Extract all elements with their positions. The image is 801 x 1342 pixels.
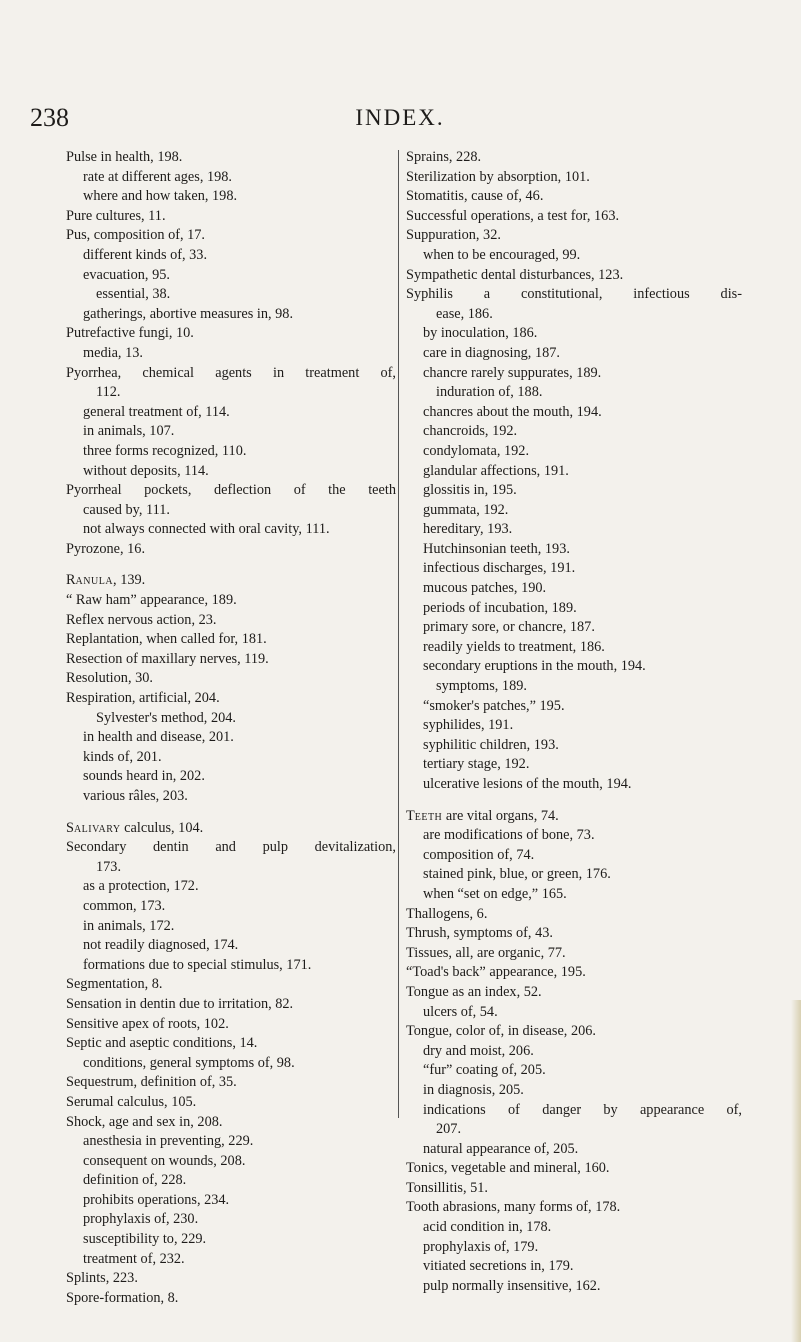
index-entry: Tongue as an index, 52. <box>406 983 542 1000</box>
index-entry: without deposits, 114. <box>83 462 209 479</box>
index-entry: Successful operations, a test for, 163. <box>406 207 620 224</box>
index-entry: primary sore, or chancre, 187. <box>423 619 595 636</box>
index-entry: Ranula, 139. <box>66 572 146 589</box>
index-entry: Resection of maxillary nerves, 119. <box>66 650 269 667</box>
index-entry: glossitis in, 195. <box>423 482 517 499</box>
index-entry: Sprains, 228. <box>406 149 482 165</box>
index-entry: when to be encouraged, 99. <box>423 246 581 263</box>
index-entry: indications of danger by appearance of, <box>423 1101 742 1118</box>
index-entry: Thrush, symptoms of, 43. <box>406 925 553 942</box>
index-entry: ease, 186. <box>436 305 493 322</box>
index-entry: Serumal calculus, 105. <box>66 1093 197 1110</box>
index-entry: hereditary, 193. <box>423 521 513 538</box>
index-entry: formations due to special stimulus, 171. <box>83 956 312 973</box>
index-entry: Pus, composition of, 17. <box>66 227 206 244</box>
index-column-right <box>406 148 742 1296</box>
index-entry: infectious discharges, 191. <box>423 560 576 577</box>
index-entry: common, 173. <box>83 897 166 914</box>
index-entry: in diagnosis, 205. <box>423 1081 524 1098</box>
index-entry: by inoculation, 186. <box>423 325 538 342</box>
index-entry: where and how taken, 198. <box>83 188 238 205</box>
index-entry: definition of, 228. <box>83 1172 187 1189</box>
index-entry: 207. <box>436 1121 462 1138</box>
index-column-left <box>66 148 396 1308</box>
index-entry: caused by, 111. <box>83 501 170 518</box>
index-entry: kinds of, 201. <box>83 748 162 765</box>
index-entry: Septic and aseptic conditions, 14. <box>66 1035 258 1052</box>
index-entry: Teeth are vital organs, 74. <box>406 807 559 824</box>
index-entry: Tonsillitis, 51. <box>406 1179 489 1196</box>
index-entry: Secondary dentin and pulp devitalization, <box>66 839 396 856</box>
index-entry: 112. <box>96 384 121 401</box>
index-entry: tertiary stage, 192. <box>423 756 530 773</box>
index-entry: Segmentation, 8. <box>66 976 163 993</box>
index-entry: evacuation, 95. <box>83 266 170 283</box>
index-entry: “Toad's back” appearance, 195. <box>406 964 586 981</box>
index-entry: Syphilis a constitutional, infectious dis- <box>406 286 742 303</box>
index-entry: different kinds of, 33. <box>83 246 208 263</box>
index-entry: Sylvester's method, 204. <box>96 709 236 726</box>
index-entry: Shock, age and sex in, 208. <box>66 1113 223 1130</box>
page-number: 238 <box>30 103 69 132</box>
index-entry: general treatment of, 114. <box>83 403 230 420</box>
index-entry: media, 13. <box>83 344 143 361</box>
index-entry: when “set on edge,” 165. <box>423 885 567 902</box>
index-entry: sounds heard in, 202. <box>83 768 205 785</box>
index-entry: Pyorrheal pockets, deflection of the teeth <box>66 482 396 499</box>
page-edge-stain <box>791 1000 801 1342</box>
page-header <box>30 103 770 143</box>
index-entry: in animals, 172. <box>83 917 175 934</box>
index-entry: Pulse in health, 198. <box>66 149 183 165</box>
index-entry: treatment of, 232. <box>83 1250 185 1267</box>
index-entry: stained pink, blue, or green, 176. <box>423 866 611 883</box>
index-entry: 173. <box>96 858 122 875</box>
index-entry: vitiated secretions in, 179. <box>423 1258 574 1275</box>
index-entry: Tooth abrasions, many forms of, 178. <box>406 1199 621 1216</box>
index-entry: Putrefactive fungi, 10. <box>66 325 194 342</box>
index-entry: Spore-formation, 8. <box>66 1289 179 1306</box>
index-entry: Respiration, artificial, 204. <box>66 690 220 707</box>
index-entry: Tissues, all, are organic, 77. <box>406 944 566 961</box>
index-entry: syphilides, 191. <box>423 717 514 734</box>
index-entry: prophylaxis of, 179. <box>423 1238 539 1255</box>
index-entry: Reflex nervous action, 23. <box>66 611 217 628</box>
index-entry: Pure cultures, 11. <box>66 207 166 224</box>
index-entry: anesthesia in preventing, 229. <box>83 1133 254 1150</box>
index-entry: Replantation, when called for, 181. <box>66 631 267 648</box>
index-entry: readily yields to treatment, 186. <box>423 638 605 655</box>
index-entry: gatherings, abortive measures in, 98. <box>83 305 294 322</box>
index-entry: conditions, general symptoms of, 98. <box>83 1054 295 1071</box>
index-entry: Sterilization by absorption, 101. <box>406 168 590 185</box>
index-entry: mucous patches, 190. <box>423 580 547 597</box>
page-title: INDEX. <box>355 105 445 130</box>
index-entry: susceptibility to, 229. <box>83 1231 207 1248</box>
index-entry: Tonics, vegetable and mineral, 160. <box>406 1160 610 1177</box>
index-entry: in animals, 107. <box>83 423 175 440</box>
index-entry: “smoker's patches,” 195. <box>423 697 565 714</box>
index-entry: Sensitive apex of roots, 102. <box>66 1015 229 1032</box>
index-entry: symptoms, 189. <box>436 678 527 695</box>
index-entry: syphilitic children, 193. <box>423 736 559 753</box>
index-entry: condylomata, 192. <box>423 442 530 459</box>
index-entry: Stomatitis, cause of, 46. <box>406 188 544 205</box>
index-entry: Splints, 223. <box>66 1270 138 1287</box>
index-entry: chancres about the mouth, 194. <box>423 403 602 420</box>
index-entry: in health and disease, 201. <box>83 729 234 746</box>
index-entry: Sensation in dentin due to irritation, 82. <box>66 995 294 1012</box>
index-entry: composition of, 74. <box>423 846 535 863</box>
index-entry: chancroids, 192. <box>423 423 518 440</box>
index-entry: Pyrozone, 16. <box>66 540 146 557</box>
index-entry: are modifications of bone, 73. <box>423 827 595 844</box>
column-divider <box>398 150 399 1118</box>
index-entry: Sequestrum, definition of, 35. <box>66 1074 237 1091</box>
index-entry: as a protection, 172. <box>83 878 199 895</box>
index-entry: secondary eruptions in the mouth, 194. <box>423 658 646 675</box>
index-entry: induration of, 188. <box>436 384 543 401</box>
index-entry: Sympathetic dental disturbances, 123. <box>406 266 624 283</box>
index-entry: Hutchinsonian teeth, 193. <box>423 540 570 557</box>
index-entry: Salivary calculus, 104. <box>66 819 204 836</box>
index-entry: not always connected with oral cavity, 111. <box>83 521 330 538</box>
index-entry: periods of incubation, 189. <box>423 599 577 616</box>
index-entry: Resolution, 30. <box>66 670 153 687</box>
index-entry: acid condition in, 178. <box>423 1219 552 1236</box>
index-entry: gummata, 192. <box>423 501 509 518</box>
index-entry: ulcers of, 54. <box>423 1003 498 1020</box>
index-entry: essential, 38. <box>96 286 171 303</box>
index-entry: not readily diagnosed, 174. <box>83 937 239 954</box>
index-entry: three forms recognized, 110. <box>83 442 247 459</box>
index-entry: various râles, 203. <box>83 788 188 804</box>
index-entry: natural appearance of, 205. <box>423 1140 579 1157</box>
index-entry: ulcerative lesions of the mouth, 194. <box>423 776 632 792</box>
index-entry: rate at different ages, 198. <box>83 168 232 185</box>
index-entry: “ Raw ham” appearance, 189. <box>66 592 237 609</box>
index-entry: chancre rarely suppurates, 189. <box>423 364 602 381</box>
index-entry: dry and moist, 206. <box>423 1042 534 1059</box>
index-entry: Thallogens, 6. <box>406 905 488 922</box>
index-entry: consequent on wounds, 208. <box>83 1152 246 1169</box>
index-entry: care in diagnosing, 187. <box>423 344 560 361</box>
index-entry: Pyorrhea, chemical agents in treatment of, <box>66 364 396 381</box>
index-entry: Tongue, color of, in disease, 206. <box>406 1023 596 1040</box>
index-entry: prohibits operations, 234. <box>83 1191 230 1208</box>
index-entry: prophylaxis of, 230. <box>83 1211 199 1228</box>
index-entry: pulp normally insensitive, 162. <box>423 1277 601 1294</box>
index-entry: Suppuration, 32. <box>406 227 501 244</box>
index-entry: glandular affections, 191. <box>423 462 569 479</box>
index-entry: “fur” coating of, 205. <box>423 1062 546 1079</box>
